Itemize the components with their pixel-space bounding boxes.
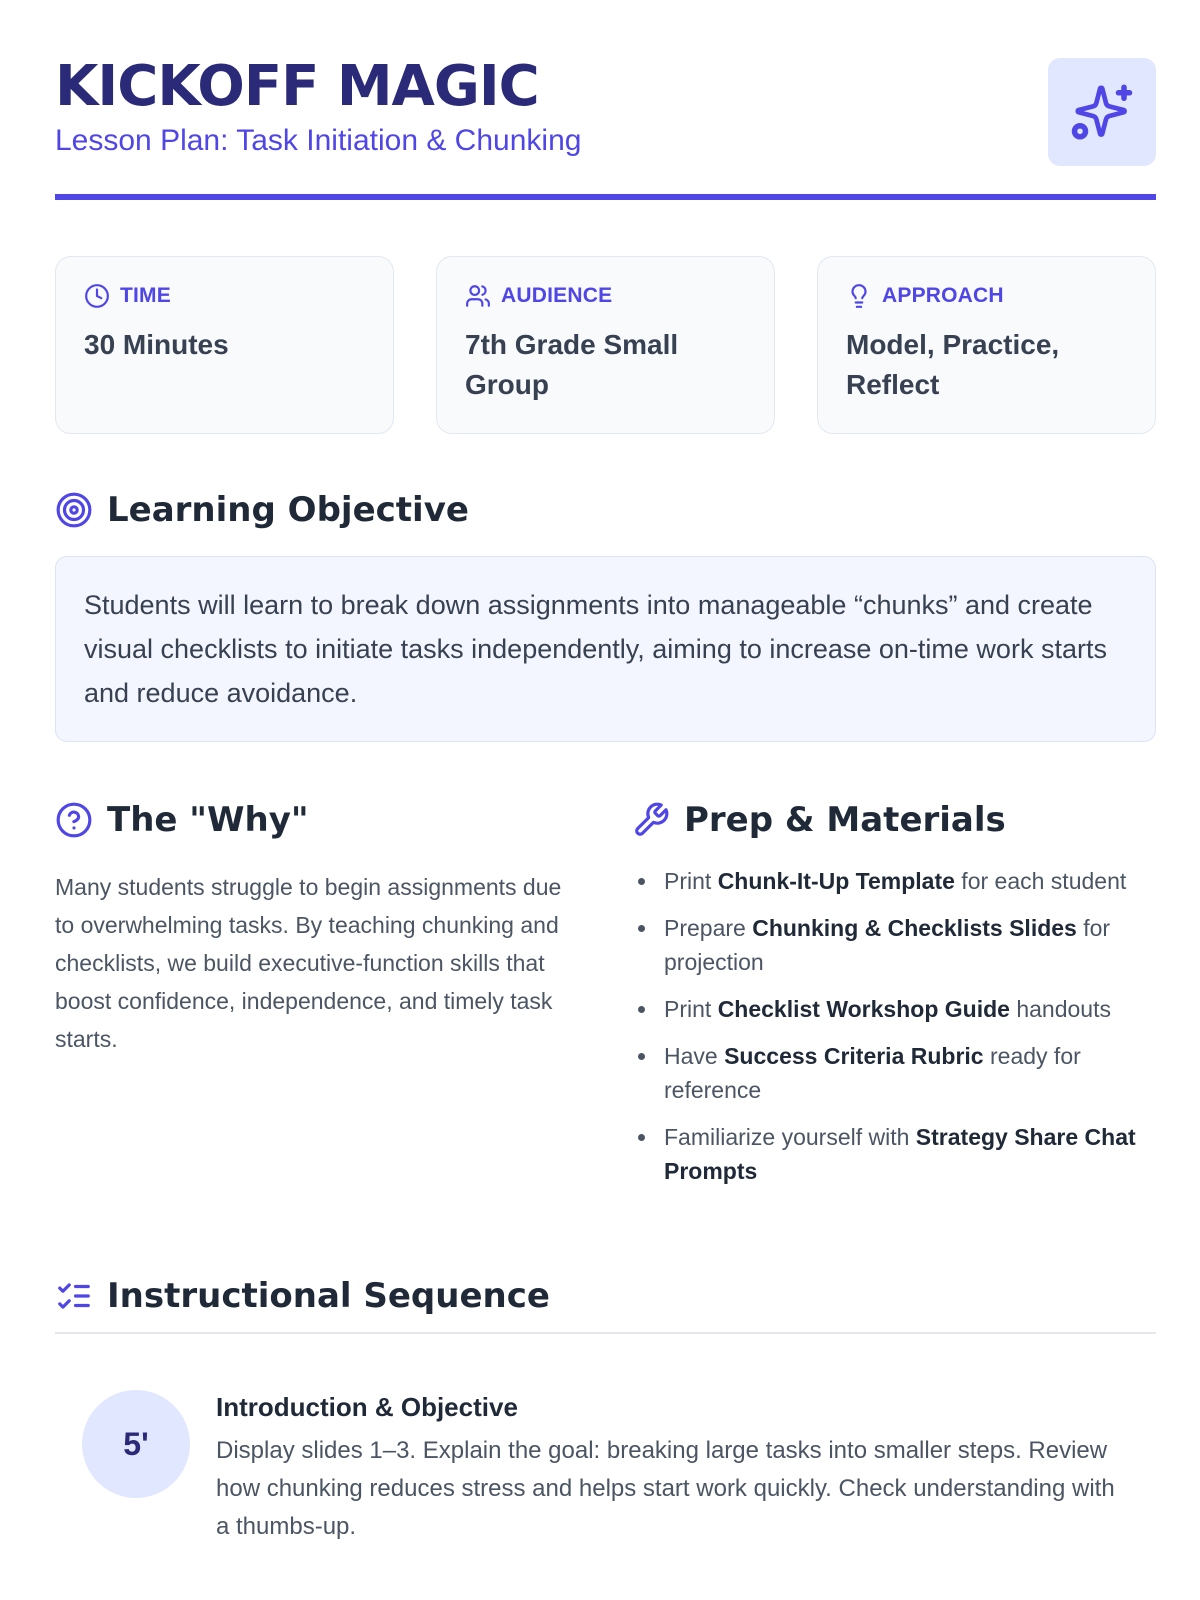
header	[55, 56, 1156, 202]
objective-title: Learning Objective	[107, 490, 469, 530]
info-card-label: TIME	[120, 284, 171, 307]
sparkles-icon	[1069, 79, 1135, 145]
list-checks-icon	[55, 1277, 93, 1315]
step-duration-badge: 5'	[82, 1390, 190, 1498]
prep-heading	[632, 800, 1006, 840]
step-description: Display slides 1–3. Explain the goal: breaking large tasks into smaller steps. Review how chunking reduces stress and helps start work quickly. Check understanding with a thumbs-up.	[216, 1437, 1115, 1540]
list-item: Print Chunk-It-Up Template for each student	[632, 864, 1142, 898]
info-card-label: APPROACH	[882, 284, 1004, 307]
step-title: Introduction & Objective	[216, 1392, 518, 1422]
list-item: Familiarize yourself with Strategy Share Chat Prompts	[632, 1120, 1142, 1188]
objective-heading	[55, 490, 469, 530]
wrench-icon	[632, 801, 670, 839]
sequence-heading	[55, 1276, 550, 1316]
sequence-title: Instructional Sequence	[107, 1276, 550, 1316]
why-text: Many students struggle to begin assignments due to overwhelming tasks. By teaching chunking and checklists, we build executive-function skills that boost confidence, independence, and timely task starts.	[55, 874, 562, 1052]
prep-list	[632, 864, 1142, 1201]
lightbulb-icon	[846, 283, 872, 309]
page-title: KICKOFF MAGIC	[55, 54, 539, 119]
clock-icon	[84, 283, 110, 309]
page-subtitle: Lesson Plan: Task Initiation & Chunking	[55, 124, 582, 157]
target-icon	[55, 491, 93, 529]
list-item: Prepare Chunking & Checklists Slides for projection	[632, 911, 1142, 979]
why-heading	[55, 800, 309, 840]
header-divider	[55, 194, 1156, 200]
sequence-divider	[55, 1332, 1156, 1334]
list-item: Have Success Criteria Rubric ready for reference	[632, 1039, 1142, 1107]
info-card-value: Model, Practice, Reflect	[846, 329, 1060, 400]
question-circle-icon	[55, 801, 93, 839]
info-card-audience	[436, 256, 775, 434]
info-card-value: 7th Grade Small Group	[465, 329, 679, 400]
info-card-approach	[817, 256, 1156, 434]
sparkles-badge	[1048, 58, 1156, 166]
users-icon	[465, 283, 491, 309]
why-title: The "Why"	[107, 800, 309, 840]
info-cards	[55, 256, 1156, 434]
info-card-time	[55, 256, 394, 434]
info-card-value: 30 Minutes	[84, 329, 229, 360]
prep-title: Prep & Materials	[684, 800, 1006, 840]
info-card-label: AUDIENCE	[501, 284, 613, 307]
list-item: Print Checklist Workshop Guide handouts	[632, 992, 1142, 1026]
objective-text: Students will learn to break down assignments into manageable “chunks” and create visual checklists to initiate tasks independently, aiming to increase on-time work starts and reduce avoidance.	[55, 556, 1156, 742]
